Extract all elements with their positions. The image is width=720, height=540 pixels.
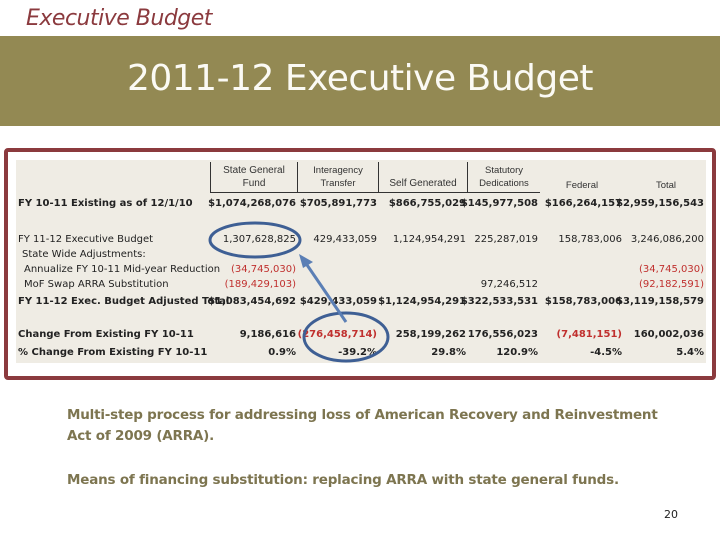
table-cell: 176,556,023 xyxy=(467,329,538,340)
table-cell: 225,287,019 xyxy=(474,234,538,245)
highlight-circle xyxy=(210,223,300,257)
table-cell: (34,745,030) xyxy=(638,264,704,275)
table-cell: $1,124,954,291 xyxy=(378,296,466,307)
table-cell: (276,458,714) xyxy=(297,329,377,340)
table-cell: $866,755,029 xyxy=(388,198,466,209)
row-label: Change From Existing FY 10-11 xyxy=(18,329,194,340)
table-cell: $1,083,454,692 xyxy=(208,296,296,307)
column-header: Interagency Transfer xyxy=(297,162,378,193)
column-header: Self Generated xyxy=(378,162,467,193)
table-cell: -4.5% xyxy=(590,347,622,358)
row-label: FY 11-12 Exec. Budget Adjusted Total xyxy=(18,296,230,307)
table-cell: -39.2% xyxy=(338,347,377,358)
table-cell: 97,246,512 xyxy=(480,279,538,290)
column-header: Statutory Dedications xyxy=(467,162,540,193)
table-cell: 0.9% xyxy=(268,347,296,358)
table-cell: (189,429,103) xyxy=(224,279,296,290)
arrow-line xyxy=(305,262,346,322)
note-text: Multi-step process for addressing loss of American Recovery and Reinvestment xyxy=(67,407,658,423)
table-cell: $145,977,508 xyxy=(460,198,538,209)
table-cell: 429,433,059 xyxy=(313,234,377,245)
table-cell: 120.9% xyxy=(496,347,538,358)
row-label: FY 11-12 Executive Budget xyxy=(18,234,154,245)
row-label: MoF Swap ARRA Substitution xyxy=(24,279,169,290)
arrow-head-icon xyxy=(299,254,313,268)
slide-title: 2011-12 Executive Budget xyxy=(126,58,594,99)
section-title: Executive Budget xyxy=(26,6,212,31)
table-cell: $1,074,268,076 xyxy=(208,198,296,209)
column-header: State General Fund xyxy=(210,162,297,193)
column-header: Total xyxy=(655,180,677,191)
table-cell: 1,124,954,291 xyxy=(392,234,466,245)
table-cell: $429,433,059 xyxy=(299,296,377,307)
column-header: Federal xyxy=(565,180,599,191)
table-cell: 5.4% xyxy=(676,347,704,358)
table-cell: $705,891,773 xyxy=(299,198,377,209)
table-cell: 258,199,262 xyxy=(395,329,466,340)
table-cell: $158,783,006 xyxy=(544,296,622,307)
note-text: Means of financing substitution: replacing ARRA with state general funds. xyxy=(67,472,619,488)
table-cell: 29.8% xyxy=(431,347,466,358)
row-label: Annualize FY 10-11 Mid-year Reduction xyxy=(24,264,221,275)
table-cell: 9,186,616 xyxy=(239,329,296,340)
row-label: FY 10-11 Existing as of 12/1/10 xyxy=(18,198,193,209)
row-label: State Wide Adjustments: xyxy=(22,249,146,260)
table-cell: 160,002,036 xyxy=(633,329,704,340)
note-text: Act of 2009 (ARRA). xyxy=(67,428,215,444)
row-label: % Change From Existing FY 10-11 xyxy=(18,347,208,358)
table-cell: (92,182,591) xyxy=(638,279,704,290)
table-cell: $322,533,531 xyxy=(460,296,538,307)
table-cell: (7,481,151) xyxy=(556,329,622,340)
table-cell: $3,119,158,579 xyxy=(616,296,704,307)
table-cell: (34,745,030) xyxy=(230,264,296,275)
table-cell: 158,783,006 xyxy=(558,234,622,245)
table-cell: 1,307,628,825 xyxy=(222,234,296,245)
page-number: 20 xyxy=(664,508,678,521)
table-cell: $166,264,157 xyxy=(544,198,622,209)
table-cell: 3,246,086,200 xyxy=(630,234,704,245)
table-cell: $2,959,156,543 xyxy=(616,198,704,209)
